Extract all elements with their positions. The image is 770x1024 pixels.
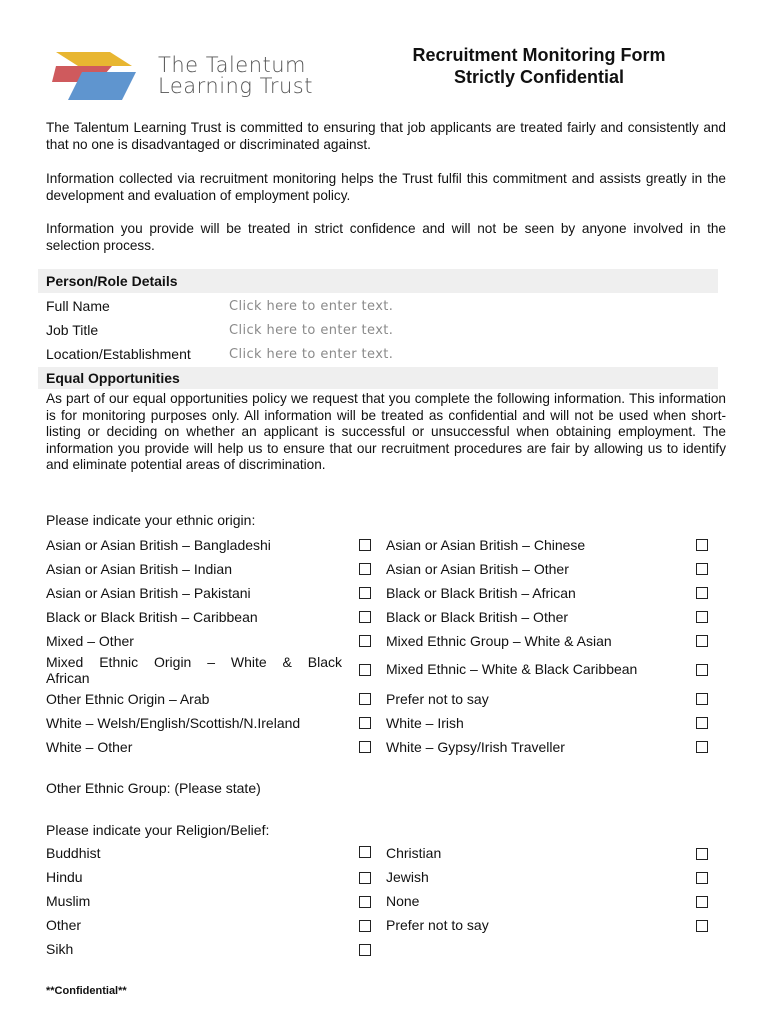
ethnic-checkbox[interactable] xyxy=(696,664,708,676)
job-title-field[interactable]: Click here to enter text. xyxy=(229,323,394,338)
religion-checkbox[interactable] xyxy=(696,848,708,860)
religion-option-label: Sikh xyxy=(46,941,74,957)
ethnic-option-label: Asian or Asian British – Bangladeshi xyxy=(46,537,271,553)
religion-option-label: Other xyxy=(46,917,82,933)
religion-checkbox[interactable] xyxy=(696,872,708,884)
ethnic-checkbox[interactable] xyxy=(696,539,708,551)
ethnic-option-label: Black or Black British – African xyxy=(386,585,576,601)
religion-option-label: Christian xyxy=(386,845,442,861)
ethnic-option-label: White – Welsh/English/Scottish/N.Ireland xyxy=(46,715,301,731)
ethnic-checkbox[interactable] xyxy=(359,563,371,575)
ethnic-option-label: Mixed – Other xyxy=(46,633,134,649)
location-row xyxy=(46,346,706,368)
ethnic-checkbox[interactable] xyxy=(359,539,371,551)
religion-option-label: Muslim xyxy=(46,893,91,909)
logo-line-1: The Talentum xyxy=(158,53,307,77)
ethnic-checkbox[interactable] xyxy=(696,635,708,647)
religion-prompt: Please indicate your Religion/Belief: xyxy=(46,822,270,838)
ethnic-origin-prompt: Please indicate your ethnic origin: xyxy=(46,512,256,528)
trust-logo xyxy=(52,48,342,108)
ethnic-checkbox[interactable] xyxy=(696,741,708,753)
ethnic-option-line-1: Mixed Ethnic Origin – White & Black xyxy=(46,654,342,670)
religion-option-label: Hindu xyxy=(46,869,83,885)
religion-checkbox[interactable] xyxy=(359,872,371,884)
ethnic-checkbox[interactable] xyxy=(359,611,371,623)
ethnic-option-label: Mixed Ethnic – White & Black Caribbean xyxy=(386,661,638,677)
ethnic-checkbox[interactable] xyxy=(359,741,371,753)
ethnic-checkbox[interactable] xyxy=(696,693,708,705)
ethnic-checkbox[interactable] xyxy=(696,611,708,623)
ethnic-option-label: Asian or Asian British – Chinese xyxy=(386,537,586,553)
religion-checkbox[interactable] xyxy=(696,920,708,932)
religion-checkbox[interactable] xyxy=(359,944,371,956)
ethnic-option-label: White – Other xyxy=(46,739,133,755)
ethnic-option-label: Mixed Ethnic Group – White & Asian xyxy=(386,633,612,649)
ethnic-option-label: Asian or Asian British – Indian xyxy=(46,561,232,577)
ethnic-checkbox[interactable] xyxy=(359,635,371,647)
ethnic-option-line-2: African xyxy=(46,670,90,686)
intro-paragraph-1: The Talentum Learning Trust is committed to ensuring that job applicants are treated fairly and consistently and that no one is disadvantaged or discriminated against. xyxy=(46,120,726,152)
location-field[interactable]: Click here to enter text. xyxy=(229,347,394,362)
religion-option-label: Jewish xyxy=(386,869,429,885)
religion-checkbox[interactable] xyxy=(359,896,371,908)
ethnic-option-label: Asian or Asian British – Other xyxy=(386,561,569,577)
location-label: Location/Establishment xyxy=(46,346,191,362)
ethnic-checkbox[interactable] xyxy=(696,717,708,729)
ethnic-option-label: Prefer not to say xyxy=(386,691,489,707)
section-heading: Equal Opportunities xyxy=(46,370,180,386)
person-role-section-header xyxy=(38,269,718,293)
ethnic-option-label: Asian or Asian British – Pakistani xyxy=(46,585,251,601)
ethnic-checkbox[interactable] xyxy=(359,693,371,705)
form-subtitle: Strictly Confidential xyxy=(453,67,624,87)
equal-opportunities-text: As part of our equal opportunities policy we request that you complete the following information. This information is for monitoring purposes only. All information will be treated as confidential and will not be used when short-listing or deciding on whether an applicant is successful or unsuccessful when obtaining employment. The information you provide will help us to ensure that our recruitment procedures are fair by allowing us to identify and eliminate potential areas of discrimination. xyxy=(46,391,726,473)
equal-opportunities-section-header xyxy=(38,367,718,389)
full-name-row xyxy=(46,298,706,320)
ethnic-checkbox[interactable] xyxy=(359,664,371,676)
logo-line-2: Learning Trust xyxy=(158,74,313,98)
ethnic-checkbox[interactable] xyxy=(359,587,371,599)
ethnic-option-label: Other Ethnic Origin – Arab xyxy=(46,691,210,707)
intro-paragraph-3: Information you provide will be treated in strict confidence and will not be seen by anyone involved in the selection process. xyxy=(46,221,726,253)
full-name-field[interactable]: Click here to enter text. xyxy=(229,299,394,314)
religion-checkbox[interactable] xyxy=(696,896,708,908)
ethnic-option-label: White – Gypsy/Irish Traveller xyxy=(386,739,565,755)
form-title-block xyxy=(378,44,700,88)
form-title: Recruitment Monitoring Form xyxy=(412,45,666,65)
logo-mark-icon xyxy=(52,48,152,108)
section-heading: Person/Role Details xyxy=(46,273,178,289)
full-name-label: Full Name xyxy=(46,298,110,314)
religion-checkbox[interactable] xyxy=(359,846,371,858)
religion-option-label: Prefer not to say xyxy=(386,917,489,933)
ethnic-option-label: Black or Black British – Other xyxy=(386,609,569,625)
ethnic-checkbox[interactable] xyxy=(696,587,708,599)
ethnic-option-label xyxy=(46,654,342,686)
religion-checkbox[interactable] xyxy=(359,920,371,932)
religion-option-label: None xyxy=(386,893,420,909)
ethnic-option-label: Black or Black British – Caribbean xyxy=(46,609,258,625)
intro-paragraph-2: Information collected via recruitment monitoring helps the Trust fulfil this commitment and assists greatly in the development and evaluation of employment policy. xyxy=(46,171,726,203)
confidential-footer: **Confidential** xyxy=(46,985,127,997)
ethnic-option-label: White – Irish xyxy=(386,715,464,731)
other-ethnic-group-prompt: Other Ethnic Group: (Please state) xyxy=(46,780,261,796)
religion-option-label: Buddhist xyxy=(46,845,101,861)
job-title-row xyxy=(46,322,706,344)
ethnic-checkbox[interactable] xyxy=(359,717,371,729)
job-title-label: Job Title xyxy=(46,322,99,338)
logo-wordmark xyxy=(158,55,313,97)
ethnic-checkbox[interactable] xyxy=(696,563,708,575)
